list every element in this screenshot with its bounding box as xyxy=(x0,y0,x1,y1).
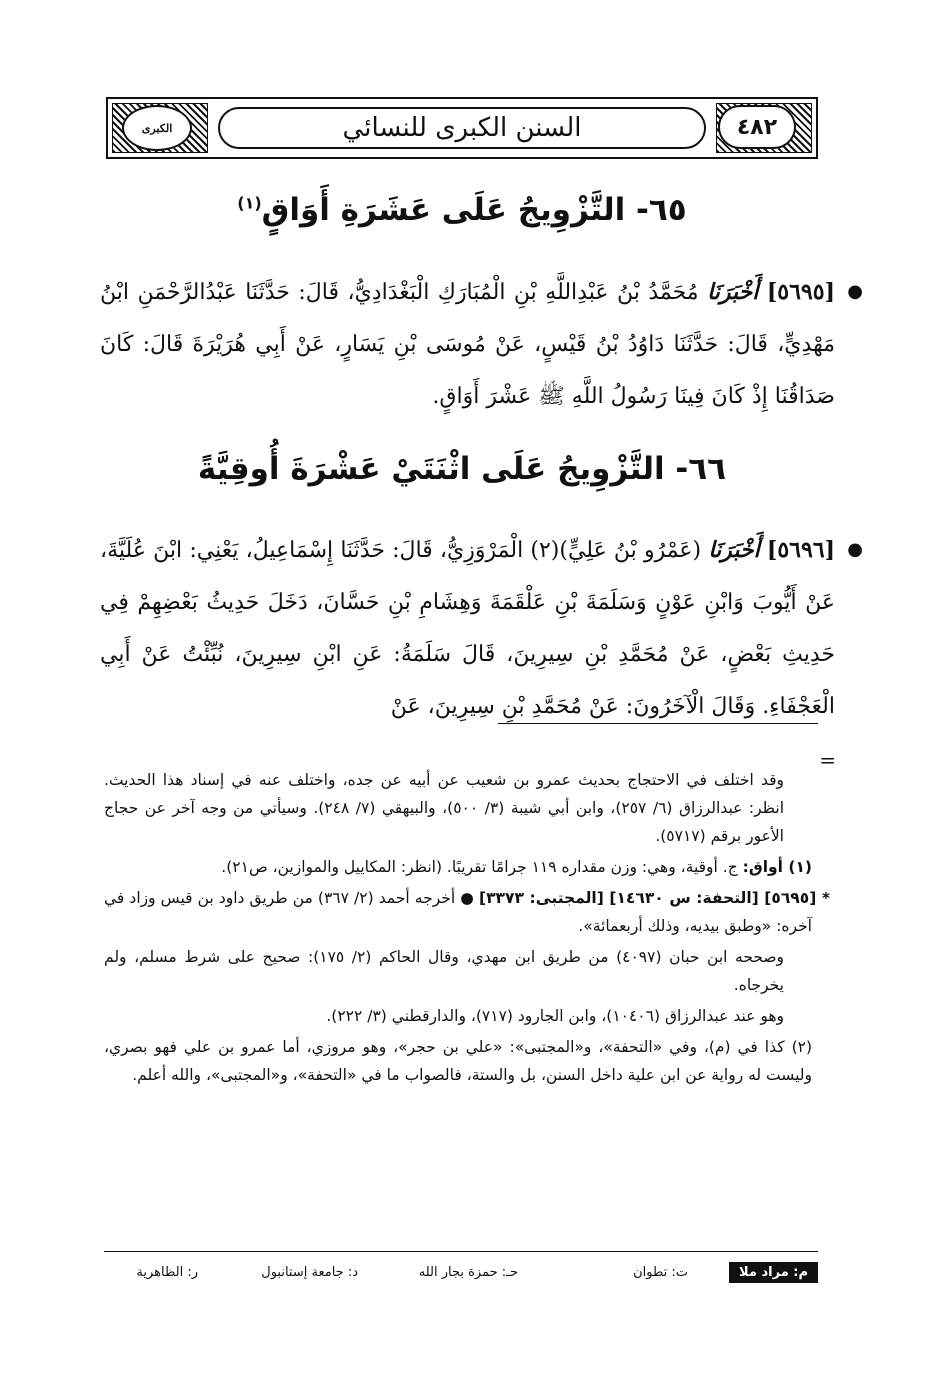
siglum-t: ت: تطوان xyxy=(633,1265,688,1280)
hadith-text: مُحَمَّدُ بْنُ عَبْدِاللَّهِ بْنِ الْمُبَارَكِ الْبَغْدَادِيُّ، قَالَ: حَدَّثَنَا عَبْدُالرَّحْمَنِ ابْنُ مَهْدِيٍّ، قَالَ: حَدَّثَنَا دَاوُدُ بْنُ قَيْسٍ، عَنْ مُوسَى بْنِ يَسَارٍ، عَنْ أَبِي هُرَيْرَةَ قَالَ: كَانَ صَدَاقُنَا إِذْ كَانَ فِينَا رَسُولُ اللَّهِ ﷺ عَشْرَ أَوَاقٍ. xyxy=(100,280,835,409)
hadith-5696 xyxy=(100,524,863,733)
book-title: السنن الكبرى للنسائي xyxy=(218,107,706,149)
takhrij-line: وصححه ابن حبان (٤٠٩٧) من طريق ابن مهدي، وقال الحاكم (٢/ ١٧٥): صحيح على شرط مسلم، ولم يخرجاه. xyxy=(104,948,784,994)
footnote-divider xyxy=(498,723,818,724)
page-number: ٤٨٢ xyxy=(718,105,796,149)
footnote-text: ج. أوقية، وهي: وزن مقداره ١١٩ جرامًا تقريبًا. (انظر: المكاييل والموازين، ص٢١). xyxy=(221,858,738,876)
akhbarana-label: أَخْبَرَنَا xyxy=(707,279,759,305)
bullet-icon: ● xyxy=(847,281,863,302)
footnote-1 xyxy=(104,853,812,881)
manuscript-sigla-footer xyxy=(104,1262,818,1292)
chapter-title-text: ٦٥- التَّزْوِيجُ عَلَى عَشَرَةِ أَوَاقٍ xyxy=(261,192,687,228)
bullet-icon: ● xyxy=(847,539,863,560)
footnote-2 xyxy=(104,1033,812,1089)
footnote-mark: (١) xyxy=(237,193,262,213)
siglum-d: د: جامعة إستانبول xyxy=(261,1265,358,1280)
hadith-number: [٥٦٩٦] xyxy=(766,537,835,563)
hadith-number: [٥٦٩٥] xyxy=(766,279,835,305)
hadith-5695 xyxy=(100,266,863,423)
takhrij-line: وهو عند عبدالرزاق (١٠٤٠٦)، وابن الجارود (٧١٧)، والدارقطني (٣/ ٢٢٢). xyxy=(326,1007,784,1025)
hadith-text: (عَمْرُو بْنُ عَلِيٍّ)(٢) الْمَرْوَزِيُّ، قَالَ: حَدَّثَنَا إِسْمَاعِيلُ، يَعْنِي: ابْنَ عُلَيَّةَ، عَنْ أَيُّوبَ وَابْنِ عَوْنٍ وَسَلَمَةَ بْنِ عَلْقَمَةَ وَهِشَامِ بْنِ حَسَّانَ، دَخَلَ حَدِيثُ بَعْضِهِمْ فِي حَدِيثِ بَعْضٍ، عَنْ مُحَمَّدِ بْنِ سِيرِينَ، قَالَ سَلَمَةُ: عَنِ ابْنِ سِيرِينَ، نُبِّئْتُ عَنْ أَبِي الْعَجْفَاءِ. وَقَالَ الْآخَرُونَ: عَنْ مُحَمَّدِ بْنِ سِيرِينَ، عَنْ xyxy=(100,538,835,719)
page-header xyxy=(106,97,818,159)
siglum-r: ر: الظاهرية xyxy=(136,1265,198,1280)
footnote-continuation: وقد اختلف في الاحتجاج بحديث عمرو بن شعيب عن أبيه عن جده، واختلف عنه في إسناد هذا الحديث. انظر: عبدالرزاق (٦/ ٢٥٧)، وابن أبي شيبة (٣/ ٥٠٠)، والبيهقي (٧/ ٢٤٨). وسيأتي من وجه آخر عن حجاج الأعور برقم (٥٧١٧). xyxy=(104,771,784,845)
takhrij-label: * [٥٦٩٥] [التحفة: س ١٤٦٣٠] [المجتبى: ٣٣٧٣] xyxy=(479,889,830,907)
continuation-mark: = xyxy=(819,748,836,772)
seal-text: الكبرى xyxy=(141,121,173,135)
takhrij-text: ● أخرجه أحمد (٢/ ٣٦٧) من طريق داود بن قيس وزاد في آخره: «وطبق بيديه، وذلك أربعمائة». xyxy=(104,889,812,935)
akhbarana-label: أَخْبَرَنَا xyxy=(708,537,760,563)
footnote-label: (١) أواق: xyxy=(742,858,812,876)
footer-divider xyxy=(104,1251,818,1252)
footnote-label: (٢) xyxy=(791,1038,813,1056)
chapter-title-65 xyxy=(106,192,818,228)
footnotes xyxy=(104,766,830,1092)
siglum-h: حـ: حمزة بجار الله xyxy=(418,1265,518,1280)
footnote-text: كذا في (م)، وفي «التحفة»، و«المجتبى»: «علي بن حجر»، وهو مروزي، أما عمرو بن علي فهو بصري، وليست له رواية عن ابن علية داخل السنن، بل والستة، فالصواب ما في «التحفة»، و«المجتبى»، والله أعلم. xyxy=(104,1038,812,1084)
book-seal-icon xyxy=(122,105,192,151)
siglum-m: م: مراد ملا xyxy=(729,1262,818,1283)
chapter-title-66: ٦٦- التَّزْوِيجُ عَلَى اثْنَتَيْ عَشْرَةَ أُوقِيَّةً xyxy=(197,451,727,487)
takhrij-5695 xyxy=(104,884,830,940)
